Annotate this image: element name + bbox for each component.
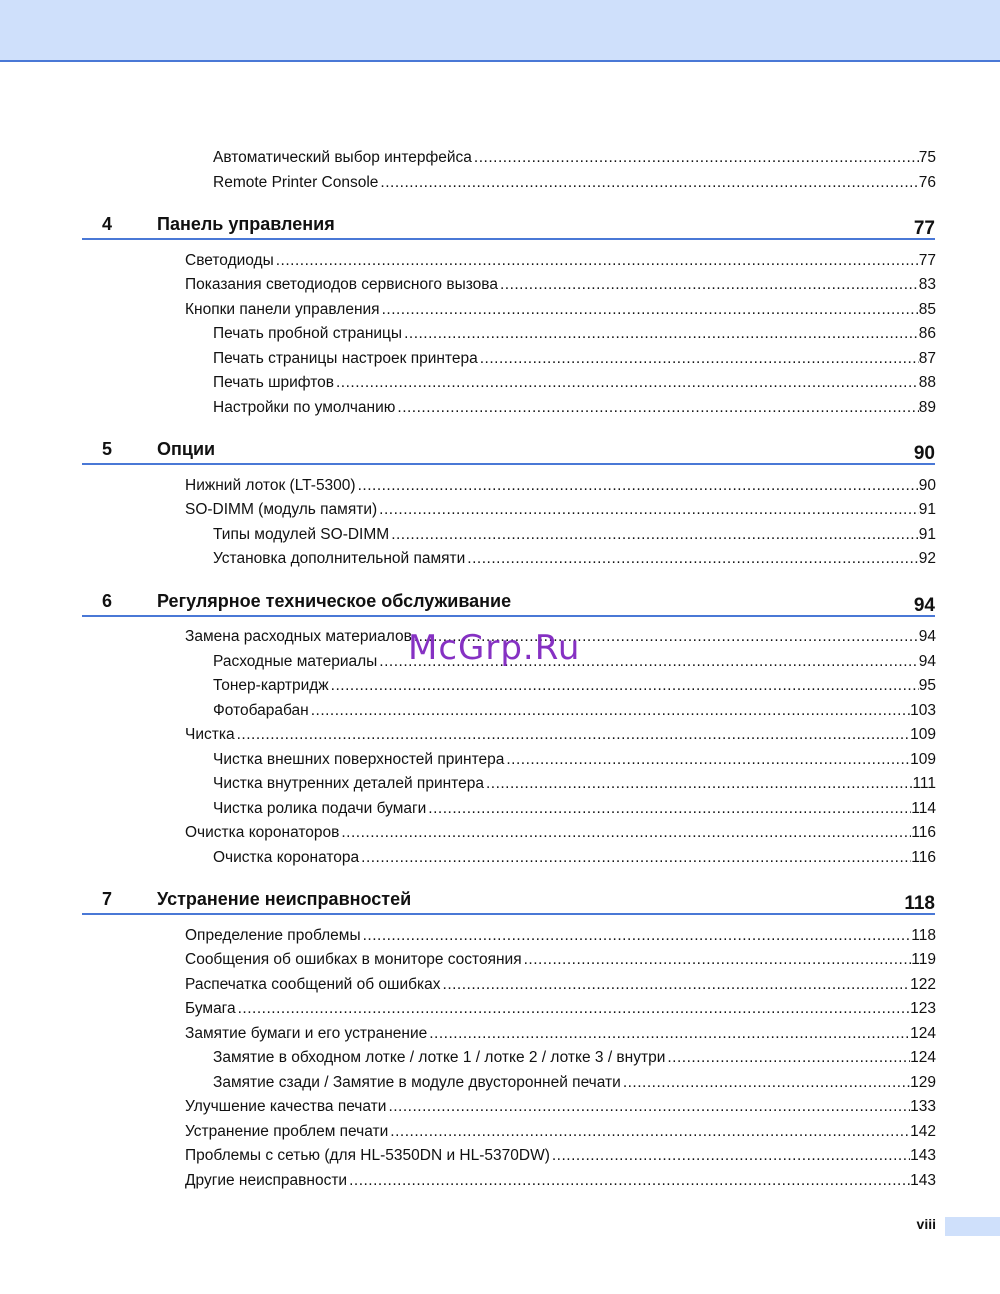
toc-entry-page: 91 — [918, 501, 936, 518]
toc-entry[interactable] — [213, 546, 936, 568]
toc-entry-title: Чистка ролика подачи бумаги — [213, 800, 427, 817]
toc-entry-title: Настройки по умолчанию — [213, 399, 396, 416]
toc-entry-page: 142 — [910, 1123, 936, 1140]
toc-entry[interactable] — [213, 698, 936, 720]
toc-entry-page: 90 — [918, 477, 936, 494]
toc-entry-title: Сообщения об ошибках в мониторе состояния — [185, 951, 522, 968]
toc-entry-page: 118 — [911, 927, 936, 944]
toc-entry-page: 109 — [910, 726, 936, 743]
page-tab — [945, 1217, 1000, 1236]
header-band — [0, 0, 1000, 62]
toc-entry[interactable] — [213, 346, 936, 368]
toc-entry-page: 86 — [918, 325, 936, 342]
toc-entry-page: 143 — [910, 1172, 936, 1189]
toc-entry-title: Кнопки панели управления — [185, 301, 380, 318]
toc-entry-title: Печать страницы настроек принтера — [213, 350, 478, 367]
toc-entry-page: 92 — [918, 550, 936, 567]
toc-entry[interactable] — [213, 395, 936, 417]
toc-entry-title: Печать шрифтов — [213, 374, 334, 391]
toc-entry[interactable] — [213, 845, 936, 867]
toc-entry[interactable] — [185, 722, 936, 744]
chapter-page: 118 — [904, 893, 935, 914]
toc-entry[interactable] — [185, 473, 936, 495]
toc-entry-title: SO-DIMM (модуль памяти) — [185, 501, 378, 518]
toc-entry-page: 111 — [912, 775, 936, 792]
toc-entry[interactable] — [213, 673, 936, 695]
toc-entry[interactable] — [213, 170, 936, 192]
toc-entry-page: 119 — [911, 951, 936, 968]
toc-entry-title: Очистка коронаторов — [185, 824, 340, 841]
chapter-heading[interactable] — [82, 435, 935, 465]
toc-entry-title: Бумага — [185, 1000, 236, 1017]
chapter-number: 7 — [102, 889, 113, 909]
page-number: viii — [916, 1216, 936, 1232]
toc-entry[interactable] — [185, 272, 936, 294]
toc-entry-title: Чистка внешних поверхностей принтера — [213, 751, 505, 768]
toc-entry-page: 94 — [918, 628, 936, 645]
toc-entry[interactable] — [213, 796, 936, 818]
toc-entry-page: 129 — [910, 1074, 936, 1091]
toc-entry[interactable] — [185, 820, 936, 842]
toc-entry-page: 75 — [918, 149, 936, 166]
toc-entry-page: 109 — [910, 751, 936, 768]
toc-entry-title: Фотобарабан — [213, 702, 309, 719]
toc-entry-title: Замятие бумаги и его устранение — [185, 1025, 428, 1042]
toc-entry[interactable] — [185, 1021, 936, 1043]
toc-entry[interactable] — [213, 145, 936, 167]
toc-entry-title: Расходные материалы — [213, 653, 378, 670]
toc-entry-page: 89 — [918, 399, 936, 416]
toc-entry-title: Замена расходных материалов — [185, 628, 412, 645]
toc-entry-title: Remote Printer Console — [213, 174, 379, 191]
toc-entry-page: 95 — [918, 677, 936, 694]
toc-entry[interactable] — [213, 1070, 936, 1092]
toc-entry[interactable] — [213, 771, 936, 793]
toc-entry-title: Нижний лоток (LT-5300) — [185, 477, 356, 494]
toc-entry-page: 94 — [918, 653, 936, 670]
toc-entry-title: Чистка внутренних деталей принтера — [213, 775, 484, 792]
toc-entry-page: 87 — [918, 350, 936, 367]
toc-entry-title: Тонер-картридж — [213, 677, 329, 694]
toc-entry-title: Замятие в обходном лотке / лотке 1 / лотке 2 / лотке 3 / внутри — [213, 1049, 666, 1066]
toc-entry[interactable] — [213, 1045, 936, 1067]
chapter-heading[interactable] — [82, 210, 935, 240]
toc-entry-page: 143 — [910, 1147, 936, 1164]
toc-entry-title: Проблемы с сетью (для HL-5350DN и HL-5370DW) — [185, 1147, 550, 1164]
toc-entry-page: 124 — [910, 1049, 936, 1066]
toc-entry[interactable] — [185, 1168, 936, 1190]
toc-entry[interactable] — [185, 297, 936, 319]
toc-entry-title: Печать пробной страницы — [213, 325, 403, 342]
toc-entry-page: 124 — [910, 1025, 936, 1042]
toc-entry[interactable] — [185, 248, 936, 270]
toc-entry-title: Светодиоды — [185, 252, 274, 269]
toc-entry-page: 85 — [918, 301, 936, 318]
toc-entry[interactable] — [185, 1094, 936, 1116]
chapter-page: 77 — [913, 218, 935, 239]
toc-entry[interactable] — [185, 1143, 936, 1165]
chapter-title: Опции — [157, 439, 216, 459]
toc-entry-page: 91 — [918, 526, 936, 543]
toc-entry-title: Распечатка сообщений об ошибках — [185, 976, 441, 993]
toc-entry-title: Показания светодиодов сервисного вызова — [185, 276, 498, 293]
toc-entry-page: 133 — [910, 1098, 936, 1115]
toc-entry-title: Чистка — [185, 726, 235, 743]
chapter-page: 94 — [913, 595, 935, 616]
toc-entry[interactable] — [185, 497, 936, 519]
toc-entry[interactable] — [185, 972, 936, 994]
toc-entry[interactable] — [185, 947, 936, 969]
toc-entry[interactable] — [213, 321, 936, 343]
chapter-number: 5 — [102, 439, 113, 459]
toc-entry-page: 83 — [918, 276, 936, 293]
toc-entry-title: Установка дополнительной памяти — [213, 550, 466, 567]
toc-entry-title: Автоматический выбор интерфейса — [213, 149, 472, 166]
chapter-heading[interactable] — [82, 587, 935, 617]
toc-entry-page: 114 — [911, 800, 936, 817]
toc-entry-page: 76 — [918, 174, 936, 191]
toc-entry[interactable] — [185, 1119, 936, 1141]
toc-entry[interactable] — [185, 923, 936, 945]
toc-entry[interactable] — [213, 522, 936, 544]
toc-entry-page: 116 — [911, 824, 936, 841]
toc-entry[interactable] — [213, 747, 936, 769]
chapter-heading[interactable] — [82, 885, 935, 915]
toc-entry-title: Типы модулей SO-DIMM — [213, 526, 390, 543]
toc-entry-title: Очистка коронатора — [213, 849, 360, 866]
toc-entry[interactable] — [213, 370, 936, 392]
chapter-page: 90 — [913, 443, 935, 464]
toc-entry[interactable] — [185, 996, 936, 1018]
toc-entry-title: Замятие сзади / Замятие в модуле двусторонней печати — [213, 1074, 621, 1091]
toc-entry-page: 77 — [918, 252, 936, 269]
chapter-title: Панель управления — [157, 214, 335, 234]
toc-entry-page: 88 — [918, 374, 936, 391]
chapter-number: 4 — [102, 214, 113, 234]
toc-entry-title: Другие неисправности — [185, 1172, 348, 1189]
chapter-number: 6 — [102, 591, 113, 611]
toc-entry-page: 103 — [910, 702, 936, 719]
toc-entry-title: Улучшение качества печати — [185, 1098, 387, 1115]
toc-entry-title: Определение проблемы — [185, 927, 361, 944]
toc-entry-page: 123 — [910, 1000, 936, 1017]
toc-entry-page: 116 — [911, 849, 936, 866]
toc-entry-page: 122 — [910, 976, 936, 993]
watermark-text: McGrp.Ru — [408, 628, 581, 668]
chapter-title: Устранение неисправностей — [157, 889, 412, 909]
toc-entry-title: Устранение проблем печати — [185, 1123, 389, 1140]
chapter-title: Регулярное техническое обслуживание — [157, 591, 512, 611]
